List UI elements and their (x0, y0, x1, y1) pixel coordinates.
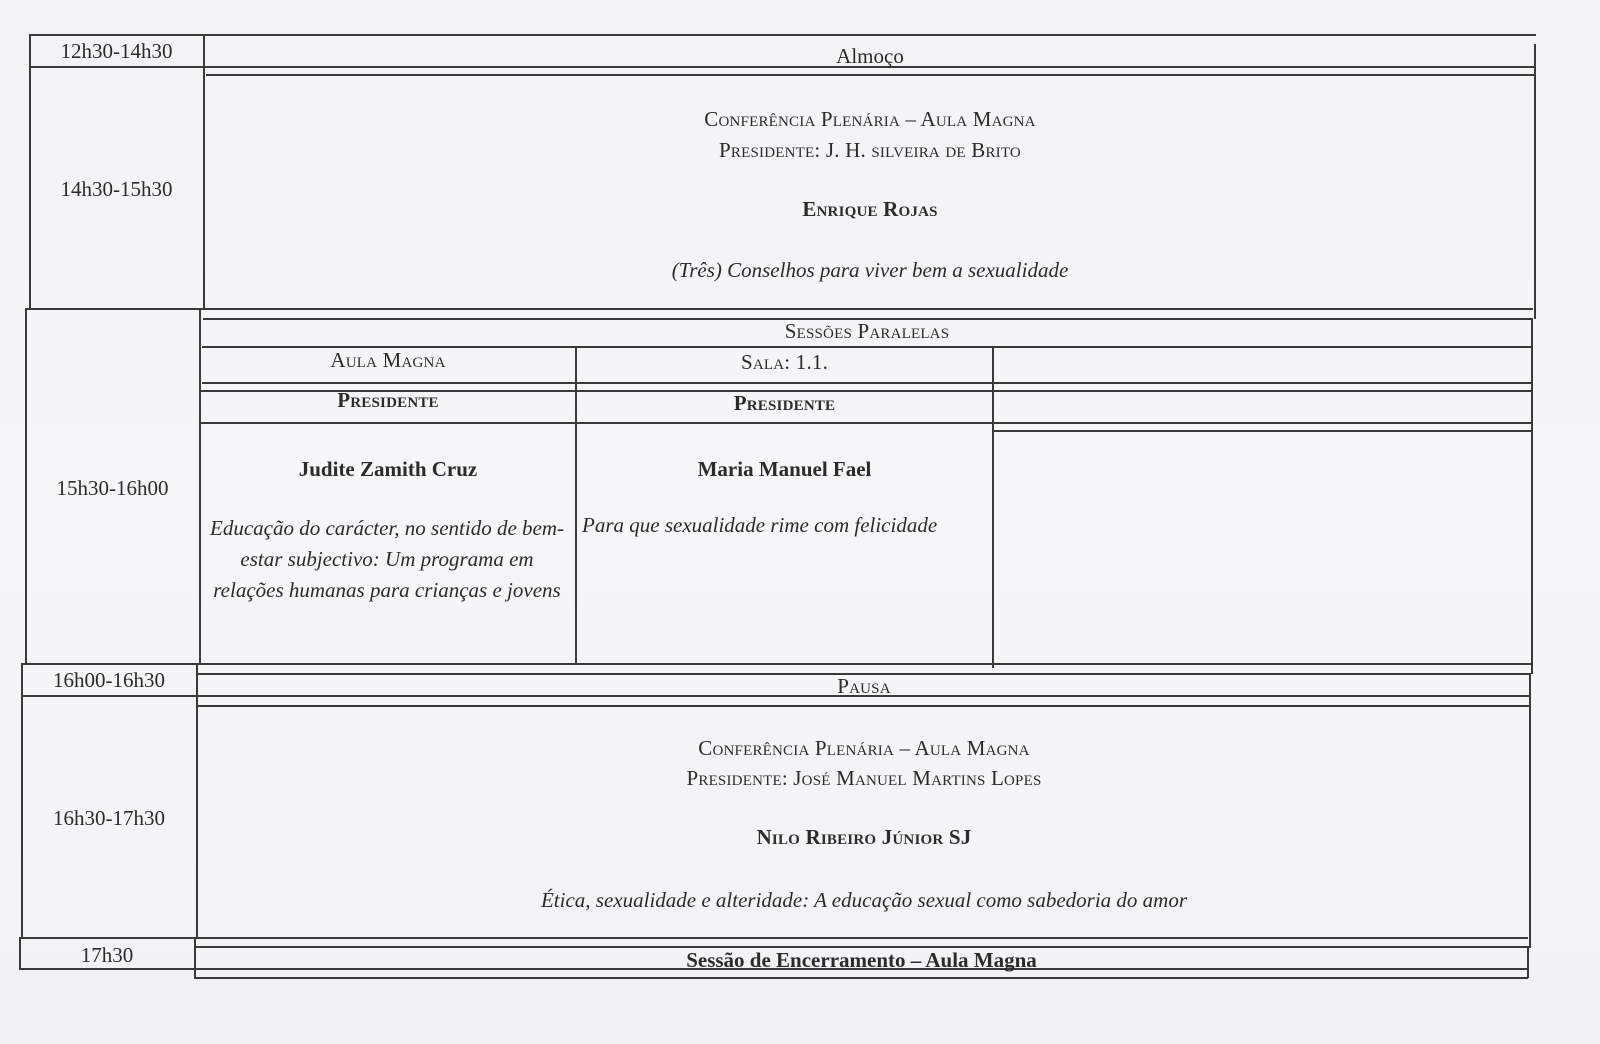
row-divider (19, 937, 1528, 939)
session-talk-title: Para que sexualidade rime com felicidade (582, 513, 938, 537)
row-divider (21, 663, 1531, 665)
time-cell: 14h30-15h30 (60, 177, 173, 201)
plenary-president: Presidente: José Manuel Martins Lopes (686, 766, 1042, 790)
closing-session-label: Sessão de Encerramento – Aula Magna (686, 948, 1037, 972)
plenary-title: Conferência Plenária – Aula Magna (698, 736, 1030, 760)
row-divider (993, 430, 1533, 432)
plenary-talk-title: (Três) Conselhos para viver bem a sexualidade (671, 258, 1069, 282)
table-border-right (1531, 318, 1533, 674)
row-divider (196, 705, 1531, 707)
parallel-sessions-header: Sessões Paralelas (784, 319, 950, 343)
session-room: Aula Magna (330, 348, 446, 372)
plenary-president: Presidente: J. H. silveira de Brito (719, 138, 1021, 162)
session-column-divider (992, 346, 994, 668)
time-cell: 16h00-16h30 (53, 668, 165, 692)
session-speaker: Maria Manuel Fael (697, 457, 872, 481)
time-cell: 15h30-16h00 (56, 476, 169, 500)
plenary-speaker: Nilo Ribeiro Júnior SJ (756, 825, 972, 849)
time-cell: 17h30 (80, 943, 134, 967)
session-speaker: Judite Zamith Cruz (298, 457, 478, 481)
table-border-left (29, 34, 31, 310)
row-divider (194, 977, 1528, 979)
plenary-talk-title: Ética, sexualidade e alteridade: A educação sexual como sabedoria do amor (540, 888, 1187, 912)
time-cell: 12h30-14h30 (60, 39, 173, 63)
row-divider (200, 422, 1533, 424)
row-divider (25, 308, 1533, 310)
session-president-label: Presidente (337, 388, 439, 412)
session-talk-title: Educação do carácter, no sentido de bem-estar subjectivo: Um programa em relações humanas para crianças e jovens (210, 516, 564, 602)
time-cell: 16h30-17h30 (53, 806, 165, 830)
session-president-label: Presidente (733, 391, 836, 415)
plenary-speaker: Enrique Rojas (802, 197, 938, 221)
table-border-left (21, 663, 23, 939)
row-divider (206, 74, 1536, 76)
session-room: Sala: 1.1. (740, 350, 829, 374)
plenary-title: Conferência Plenária – Aula Magna (704, 107, 1036, 131)
break-label: Pausa (837, 674, 891, 698)
row-divider (202, 382, 1533, 384)
table-border-top (29, 34, 1536, 36)
lunch-label: Almoço (836, 44, 904, 68)
